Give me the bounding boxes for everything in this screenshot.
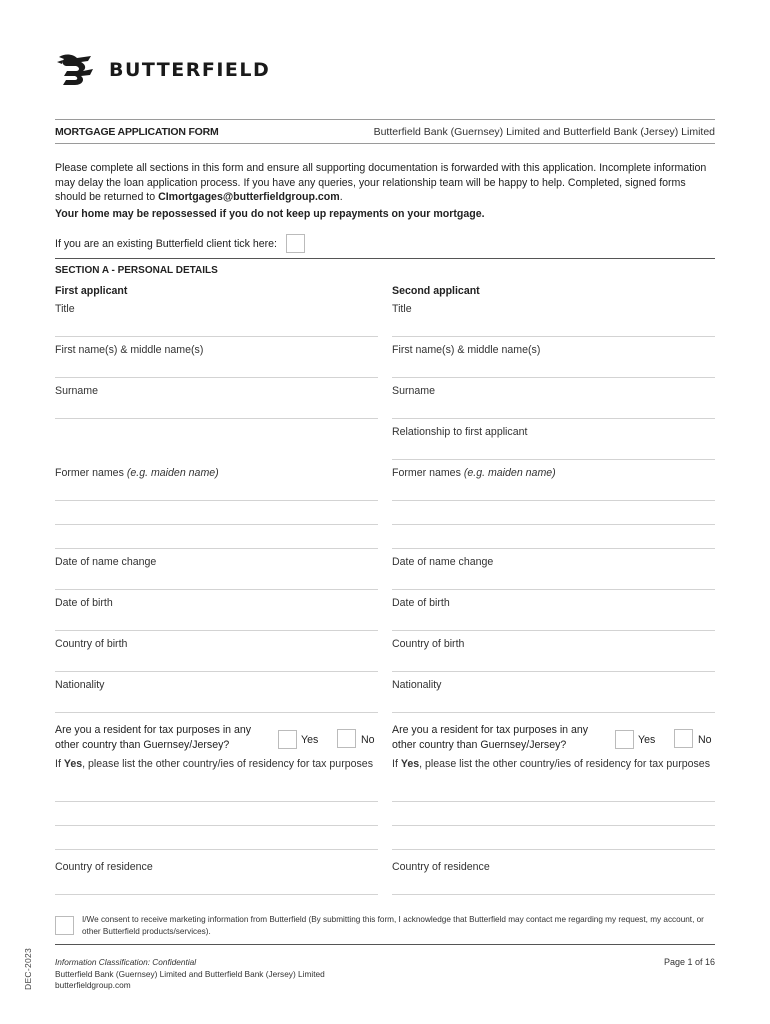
- first-names-label: First name(s) & middle name(s): [392, 344, 541, 356]
- tax-list-label: , please list the other country/ies of residency for tax purposes: [82, 758, 373, 770]
- tax-countries-line-2[interactable]: [392, 802, 715, 826]
- relationship-field[interactable]: [392, 419, 715, 460]
- return-email[interactable]: CImortgages@butterfieldgroup.com: [158, 191, 340, 203]
- if-yes: Yes: [400, 758, 420, 770]
- first-names-field[interactable]: [55, 337, 378, 378]
- tax-question-label: Are you a resident for tax purposes in any other country than Guernsey/Jersey?: [392, 724, 589, 751]
- if-prefix: If: [392, 758, 401, 770]
- if-prefix: If: [55, 758, 64, 770]
- tax-question-label: Are you a resident for tax purposes in any other country than Guernsey/Jersey?: [55, 724, 252, 751]
- tax-countries-line-3[interactable]: [392, 826, 715, 850]
- existing-client-label: If you are an existing Butterfield client tick here:: [55, 237, 277, 250]
- tax-countries-line-3[interactable]: [55, 826, 378, 850]
- tax-yes-checkbox[interactable]: [278, 730, 297, 749]
- former-names-line-2[interactable]: [55, 501, 378, 525]
- relationship-label: Relationship to first applicant: [392, 426, 528, 438]
- country-of-birth-field[interactable]: [392, 631, 715, 672]
- tax-countries-field[interactable]: [55, 752, 378, 802]
- dob-label: Date of birth: [392, 597, 450, 609]
- section-divider: [55, 258, 715, 259]
- first-names-label: First name(s) & middle name(s): [55, 344, 204, 356]
- date-name-change-field[interactable]: [392, 549, 715, 590]
- first-names-field[interactable]: [392, 337, 715, 378]
- second-applicant-column: [392, 285, 715, 895]
- former-names-label: Former names: [392, 467, 461, 479]
- footer-divider: [55, 944, 715, 945]
- existing-client-checkbox[interactable]: [286, 234, 305, 253]
- title-field[interactable]: [392, 300, 715, 337]
- country-of-birth-field[interactable]: [55, 631, 378, 672]
- form-title-bar: [55, 119, 715, 144]
- bank-names: Butterfield Bank (Guernsey) Limited and Butterfield Bank (Jersey) Limited: [373, 125, 715, 138]
- first-applicant-column: [55, 285, 378, 895]
- country-of-birth-label: Country of birth: [392, 638, 465, 650]
- former-names-label: Former names: [55, 467, 124, 479]
- page-number: Page 1 of 16: [663, 957, 715, 967]
- empty-spacer: [55, 419, 378, 460]
- dob-field[interactable]: [55, 590, 378, 631]
- surname-label: Surname: [392, 385, 435, 397]
- repossession-warning: Your home may be repossessed if you do not keep up repayments on your mortgage.: [55, 208, 485, 220]
- title-label: Title: [392, 303, 412, 315]
- marketing-consent-checkbox[interactable]: [55, 916, 74, 935]
- marketing-consent-text: I/We consent to receive marketing information from Butterfield (By submitting this form, I acknowledge that Butterfield may contact me regarding my request, my account, or other Butterfield products/services).: [82, 915, 704, 936]
- tax-residency-question: [55, 720, 378, 752]
- tax-no-checkbox[interactable]: [337, 729, 356, 748]
- tax-yes-checkbox[interactable]: [615, 730, 634, 749]
- form-title: MORTGAGE APPLICATION FORM: [55, 125, 219, 138]
- former-names-line-3[interactable]: [392, 525, 715, 549]
- former-names-line-3[interactable]: [55, 525, 378, 549]
- footer-website[interactable]: butterfieldgroup.com: [55, 980, 131, 990]
- marketing-consent-row: [55, 914, 715, 938]
- nationality-field[interactable]: [55, 672, 378, 713]
- title-field[interactable]: [55, 300, 378, 337]
- butterfield-dragon-logo-icon: [55, 52, 101, 88]
- dob-label: Date of birth: [55, 597, 113, 609]
- brand-logo: [55, 52, 270, 88]
- footer: [55, 957, 325, 992]
- surname-field[interactable]: [55, 378, 378, 419]
- nationality-label: Nationality: [55, 679, 105, 691]
- if-yes: Yes: [63, 758, 83, 770]
- tax-countries-field[interactable]: [392, 752, 715, 802]
- intro-paragraph: [55, 161, 715, 205]
- intro-text: Please complete all sections in this form and ensure all supporting documentation is forwarded with this application. Incomplete information may delay the loan application process. If you have any queries, your relationship team will be happy to help. Completed, signed forms should be returned to: [55, 162, 707, 203]
- tax-no-label: No: [698, 734, 712, 746]
- former-names-field[interactable]: [55, 460, 378, 501]
- country-of-residence-label: Country of residence: [55, 861, 153, 873]
- tax-yes-label: Yes: [638, 734, 656, 746]
- dob-field[interactable]: [392, 590, 715, 631]
- nationality-label: Nationality: [392, 679, 442, 691]
- version-date: DEC-2023: [23, 947, 33, 990]
- country-of-birth-label: Country of birth: [55, 638, 128, 650]
- date-name-change-label: Date of name change: [55, 556, 157, 568]
- tax-no-checkbox[interactable]: [674, 729, 693, 748]
- tax-no-label: No: [361, 734, 375, 746]
- second-applicant-heading: Second applicant: [392, 285, 480, 297]
- former-names-hint: (e.g. maiden name): [126, 467, 219, 479]
- date-name-change-field[interactable]: [55, 549, 378, 590]
- brand-name: BUTTERFIELD: [109, 59, 271, 81]
- tax-yes-label: Yes: [301, 734, 319, 746]
- surname-field[interactable]: [392, 378, 715, 419]
- tax-countries-line-2[interactable]: [55, 802, 378, 826]
- tax-residency-question: [392, 720, 715, 752]
- first-applicant-heading: First applicant: [55, 285, 128, 297]
- tax-list-label: , please list the other country/ies of residency for tax purposes: [419, 758, 710, 770]
- classification: Information Classification: Confidential: [55, 957, 197, 967]
- country-of-residence-label: Country of residence: [392, 861, 490, 873]
- former-names-line-2[interactable]: [392, 501, 715, 525]
- nationality-field[interactable]: [392, 672, 715, 713]
- footer-entities: Butterfield Bank (Guernsey) Limited and Butterfield Bank (Jersey) Limited: [55, 968, 325, 979]
- former-names-field[interactable]: [392, 460, 715, 501]
- title-label: Title: [55, 303, 75, 315]
- existing-client-row: [55, 234, 305, 253]
- date-name-change-label: Date of name change: [392, 556, 494, 568]
- former-names-hint: (e.g. maiden name): [463, 467, 556, 479]
- country-of-residence-field[interactable]: [392, 850, 715, 895]
- intro-text-end: .: [339, 191, 343, 203]
- country-of-residence-field[interactable]: [55, 850, 378, 895]
- section-a-title: SECTION A - PERSONAL DETAILS: [55, 265, 218, 276]
- surname-label: Surname: [55, 385, 98, 397]
